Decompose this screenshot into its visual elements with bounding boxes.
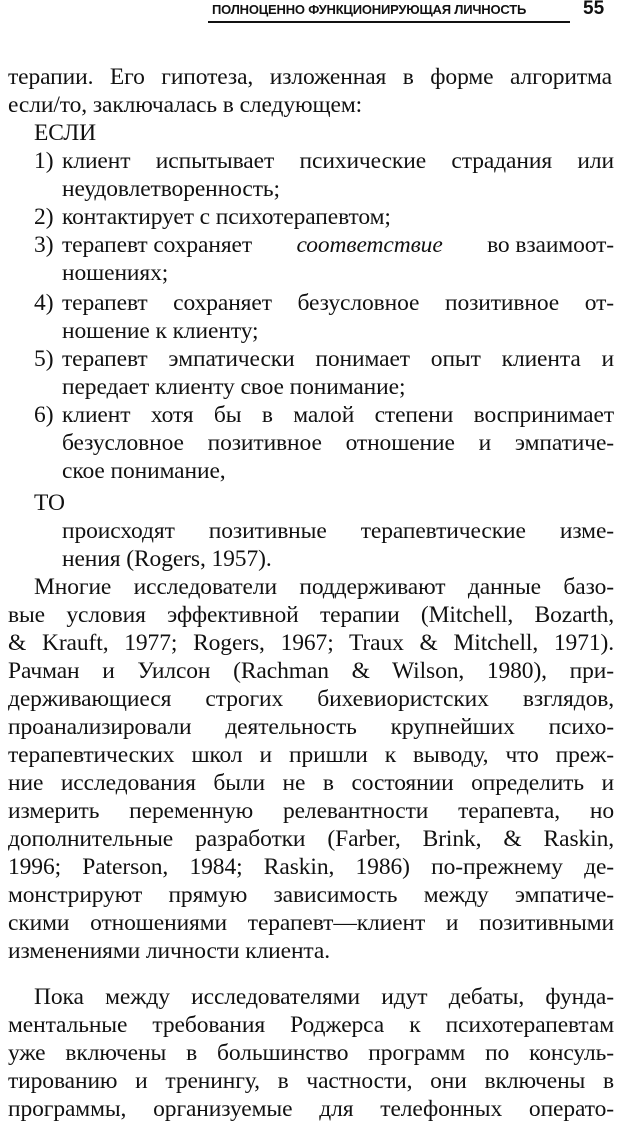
paragraph-line: скими отношениями терапевт—клиент и позитивными [8,910,614,936]
intro-line-1: терапии. Его гипотеза, изложенная в форме алгоритма [8,64,612,90]
then-keyword: ТО [34,490,65,516]
condition-line: ношениях; [62,260,169,286]
condition-emphasis: соответствие [296,232,443,258]
paragraph-line: изменениями личности клиента. [8,938,330,964]
paragraph-line: терапевтических школ и пришли к выводу, что преж- [8,742,614,768]
intro-line-2: если/то, заключалась в следующем: [8,92,363,118]
paragraph-line: ние исследования были не в состоянии определить и [8,770,614,796]
condition-number: 2) [34,204,54,230]
condition-number: 4) [34,290,54,316]
condition-line: клиент испытывает психические страдания или [62,148,614,174]
paragraph-line: уже включены в большинство программ по консуль- [8,1040,614,1066]
condition-number: 3) [34,232,54,258]
paragraph-line: 1996; Paterson, 1984; Raskin, 1986) по-прежнему де- [8,854,614,880]
paragraph-line: программы, организуемые для телефонных операто- [8,1096,614,1122]
condition-line: терапевт эмпатически понимает опыт клиента и [62,346,614,372]
condition-number: 6) [34,402,54,428]
paragraph-line: измерить переменную релевантности терапевта, но [8,798,614,824]
condition-number: 1) [34,148,54,174]
condition-text: терапевт сохраняет [62,232,253,258]
condition-line: безусловное позитивное отношение и эмпатиче- [62,430,614,456]
running-header [0,0,620,26]
paragraph-line: монстрируют прямую зависимость между эмпатиче- [8,882,614,908]
condition-number: 5) [34,346,54,372]
result-line: нения (Rogers, 1957). [62,546,272,572]
condition-line: ношение к клиенту; [62,318,259,344]
paragraph-line: дополнительные разработки (Farber, Brink, & Raskin, [8,826,614,852]
paragraph-line: тированию и тренингу, в частности, они включены в [8,1068,614,1094]
condition-line-3 [62,230,614,260]
paragraph-line: проанализировали деятельность крупнейших психо- [8,714,614,740]
condition-line: терапевт сохраняет безусловное позитивное от- [62,290,614,316]
page-number: 55 [583,0,605,19]
paragraph-line: держивающиеся строгих бихевиористских взглядов, [8,686,614,712]
running-title: ПОЛНОЦЕННО ФУНКЦИОНИРУЮЩАЯ ЛИЧНОСТЬ [212,2,527,17]
paragraph-line: вые условия эффективной терапии (Mitchell, Bozarth, [8,602,614,628]
condition-line: ское понимание, [62,458,226,484]
paragraph-line: Рачман и Уилсон (Rachman & Wilson, 1980), при- [8,658,614,684]
if-keyword: ЕСЛИ [34,120,96,146]
paragraph-line: Пока между исследователями идут дебаты, фунда- [34,984,614,1010]
result-line: происходят позитивные терапевтические изме- [62,518,614,544]
header-rule [208,21,570,23]
condition-line: клиент хотя бы в малой степени воспринимает [62,402,614,428]
condition-line: неудовлетворенность; [62,176,280,202]
condition-text: во взаимоот- [487,232,614,258]
paragraph-line: ментальные требования Роджерса к психотерапевтам [8,1012,614,1038]
paragraph-line: Многие исследователи поддерживают данные базо- [34,574,614,600]
condition-line: передает клиенту свое понимание; [62,374,406,400]
paragraph-line: & Krauft, 1977; Rogers, 1967; Traux & Mitchell, 1971). [8,630,614,656]
condition-line: контактирует с психотерапевтом; [62,204,391,230]
